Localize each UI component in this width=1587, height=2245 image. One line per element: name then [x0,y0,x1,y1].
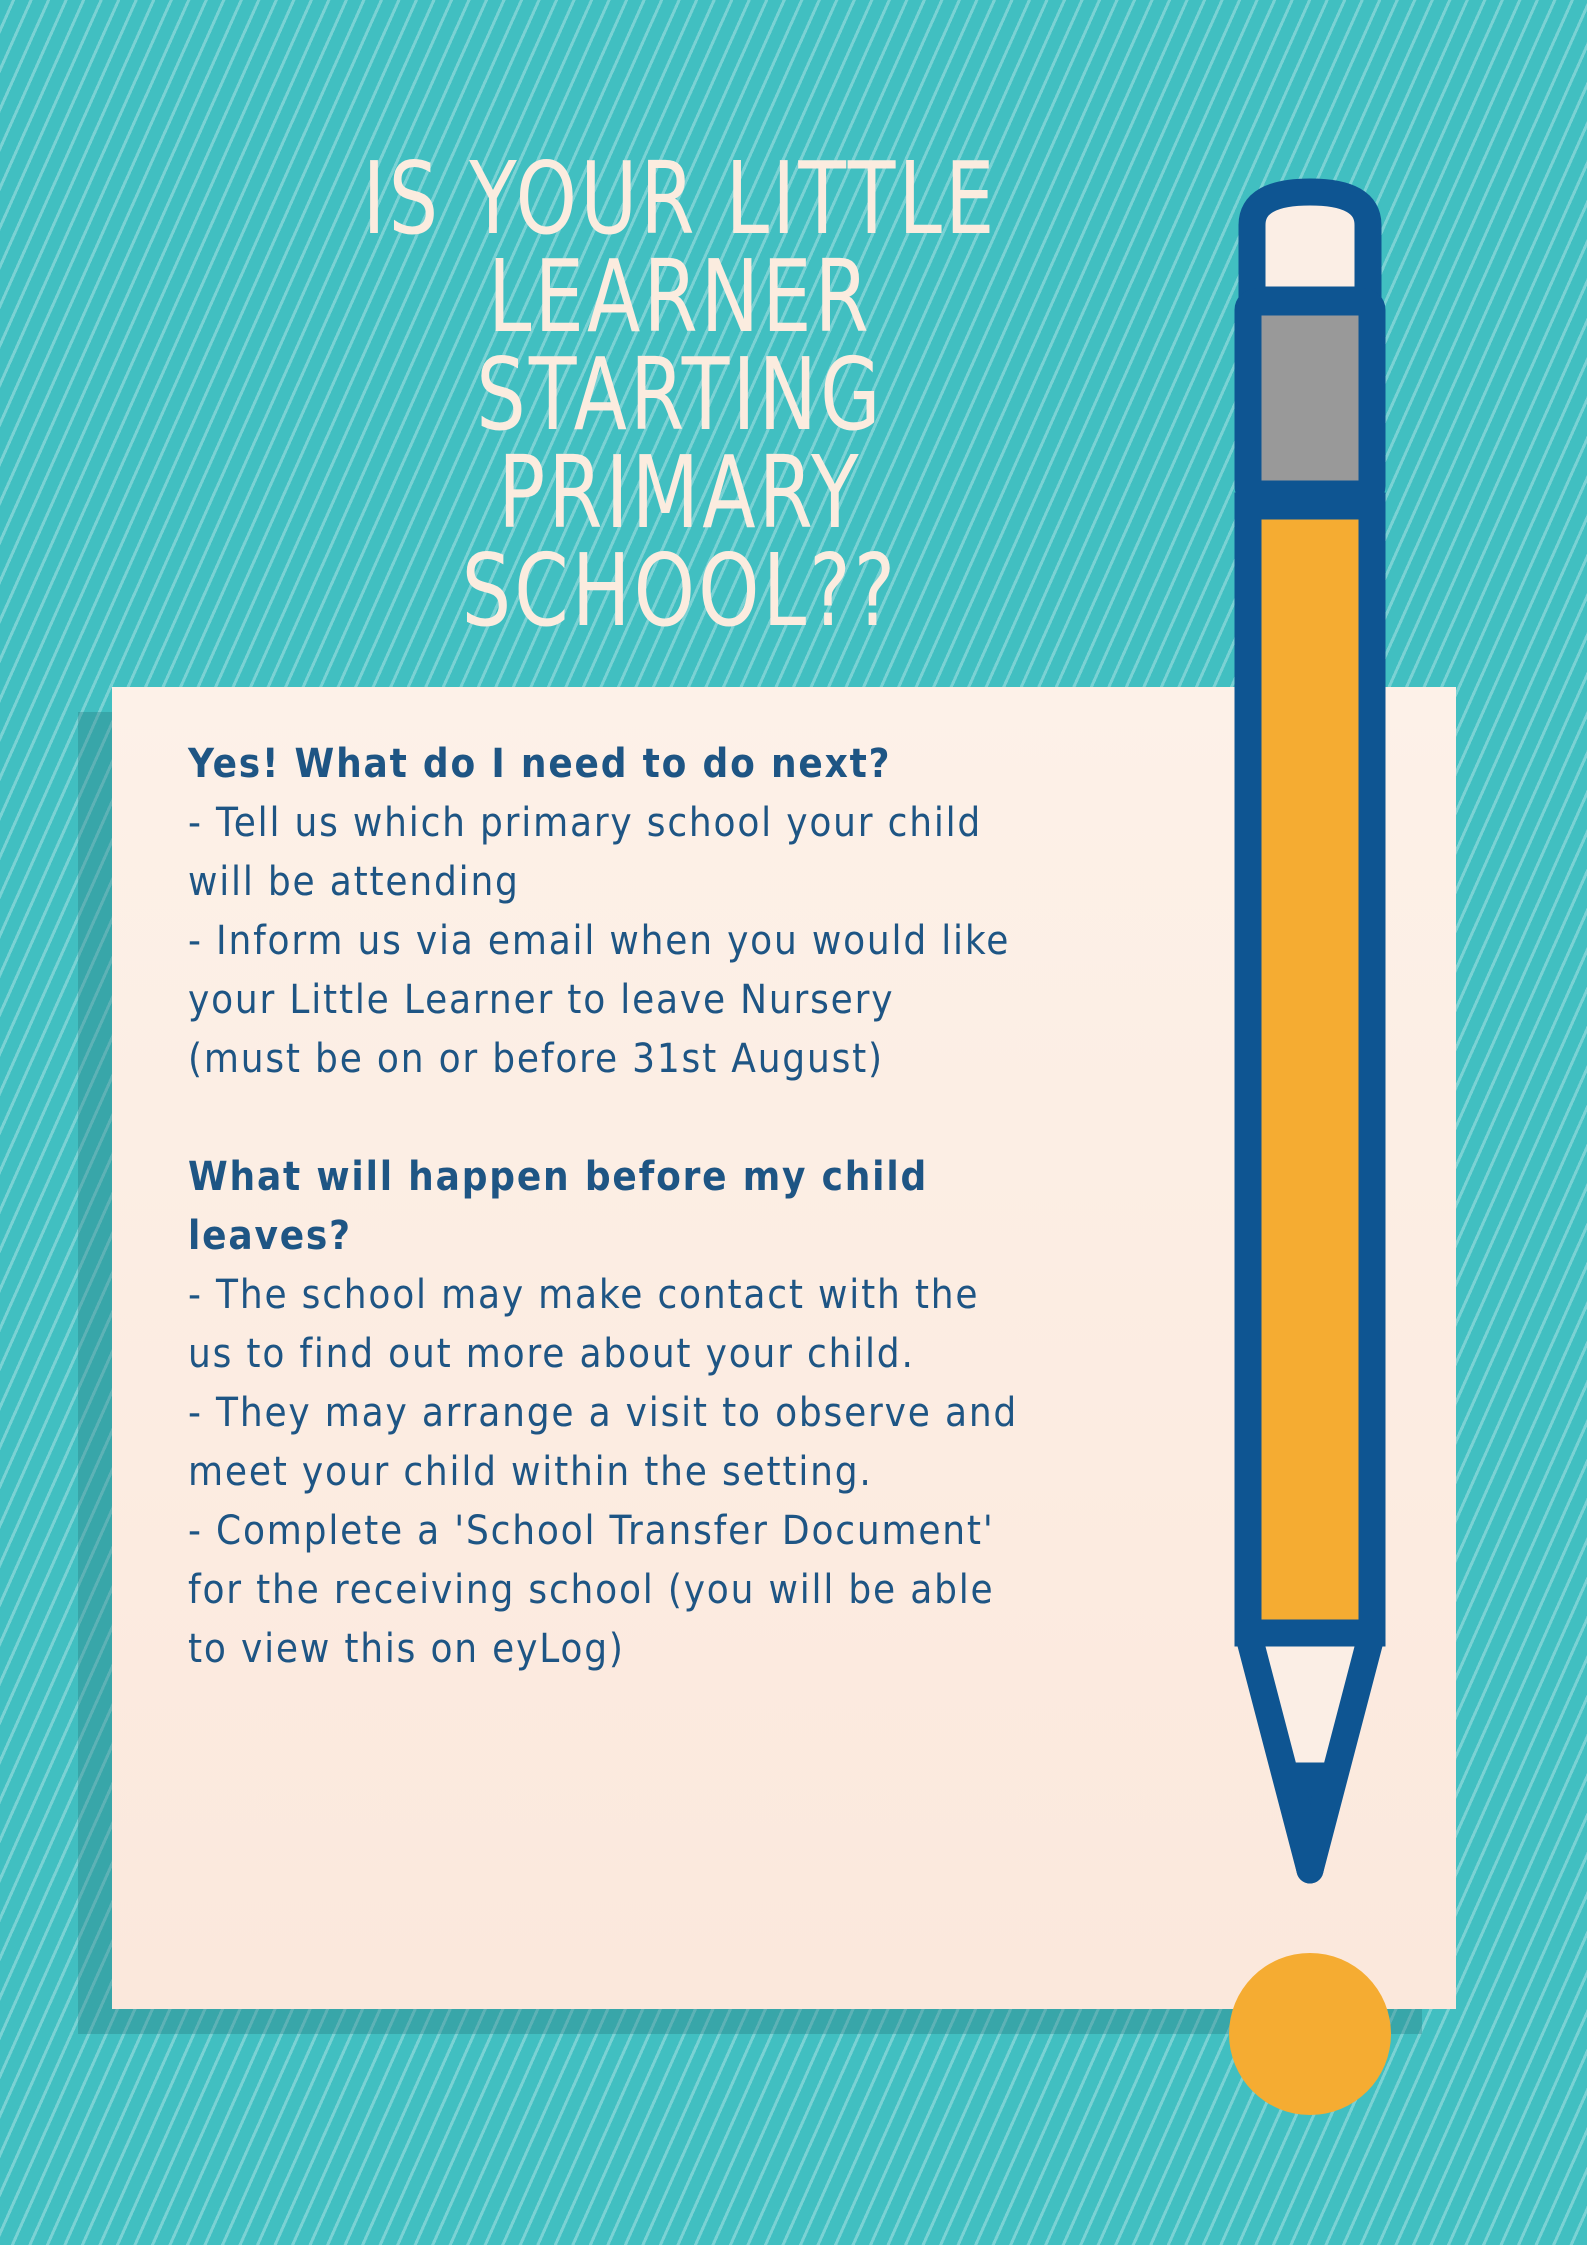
body-line: - Tell us which primary school your child [188,800,983,846]
body-line: will be attending [188,859,520,905]
title-line: PRIMARY [498,434,862,551]
body-line: - Inform us via email when you would like [188,918,1011,964]
title-line: LEARNER [488,238,872,355]
body-line: - The school may make contact with the [188,1272,980,1318]
exclamation-dot-icon [1229,1953,1391,2115]
body-line: to view this on eyLog) [188,1626,625,1672]
section-spacer [188,1089,1148,1148]
body-line: - Complete a 'School Transfer Document' [188,1508,995,1554]
body-line: your Little Learner to leave Nursery [188,977,895,1023]
title-line: IS YOUR LITTLE [362,140,998,257]
title-line: STARTING [476,336,884,453]
section-heading: What will happen before my child [188,1154,929,1200]
title-line: SCHOOL?? [461,532,899,649]
pencil-body [1248,506,1372,1633]
ferrule [1248,302,1372,494]
body-line: for the receiving school (you will be able [188,1567,995,1613]
section-heading: Yes! What do I need to do next? [188,741,892,787]
page-title [329,140,1031,649]
body-line: meet your child within the setting. [188,1449,873,1495]
card-content [188,735,1148,1679]
body-line: us to find out more about your child. [188,1331,915,1377]
body-line: (must be on or before 31st August) [188,1036,884,1082]
eraser-icon [1252,192,1368,300]
pencil-lead [1290,1776,1330,1870]
section-heading: leaves? [188,1213,352,1259]
pencil-icon [1215,170,1405,2120]
body-line: - They may arrange a visit to observe and [188,1390,1019,1436]
